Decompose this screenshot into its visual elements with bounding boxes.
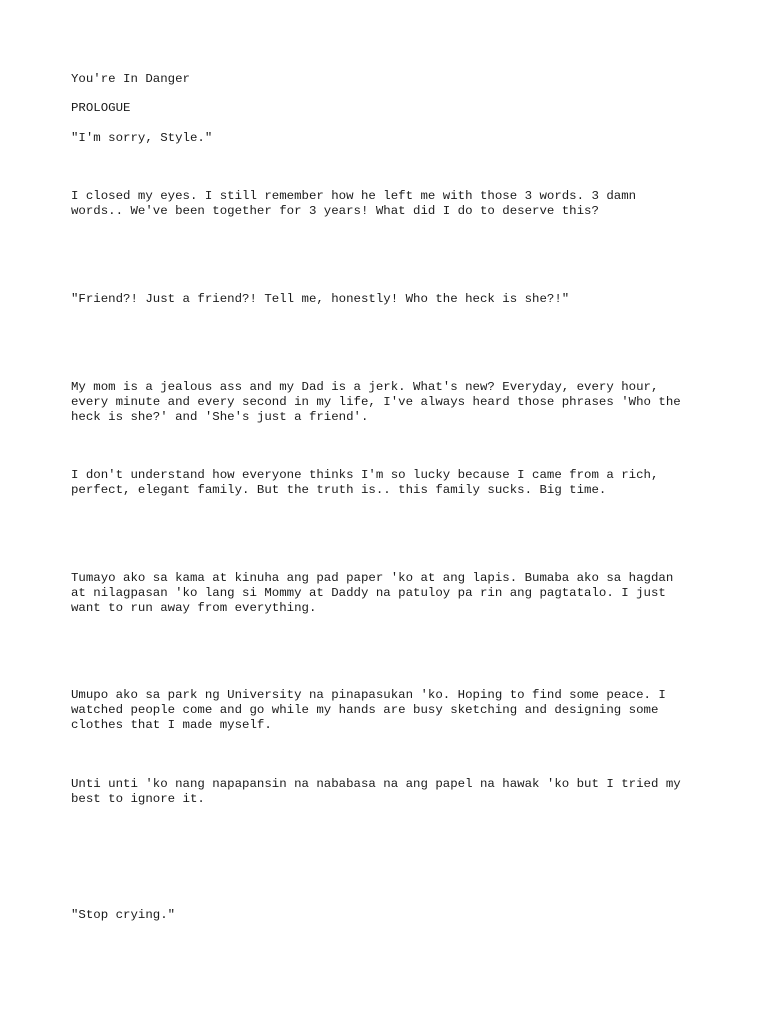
paragraph: Umupo ako sa park ng University na pinapasukan 'ko. Hoping to find some peace. I watched people come and go while my hands are busy sketching and designing some clothes that I made myself. (71, 688, 666, 732)
paragraph: I closed my eyes. I still remember how he left me with those 3 words. 3 damn words.. We've been together for 3 years! What did I do to deserve this? (71, 189, 637, 218)
paragraph: My mom is a jealous ass and my Dad is a jerk. What's new? Everyday, every hour, every minute and every second in my life, I've always heard those phrases 'Who the heck is she?' and 'She's just a friend'. (71, 380, 681, 424)
paragraph: "Friend?! Just a friend?! Tell me, honestly! Who the heck is she?!" (71, 292, 570, 306)
paragraph: Unti unti 'ko nang napapansin na nababasa na ang papel na hawak 'ko but I tried my best to ignore it. (71, 777, 681, 806)
paragraph: "I'm sorry, Style." (71, 131, 213, 145)
paragraph: I don't understand how everyone thinks I'm so lucky because I came from a rich, perfect, elegant family. But the truth is.. this family sucks. Big time. (71, 468, 659, 497)
paragraph: Tumayo ako sa kama at kinuha ang pad paper 'ko at ang lapis. Bumaba ako sa hagdan at nilagpasan 'ko lang si Mommy at Daddy na patuloy pa rin ang pagtatalo. I just want to run away from everything. (71, 571, 674, 615)
paragraph: "Stop crying." (71, 908, 176, 922)
document-title: You're In Danger (71, 72, 190, 86)
section-heading: PROLOGUE (71, 101, 131, 115)
